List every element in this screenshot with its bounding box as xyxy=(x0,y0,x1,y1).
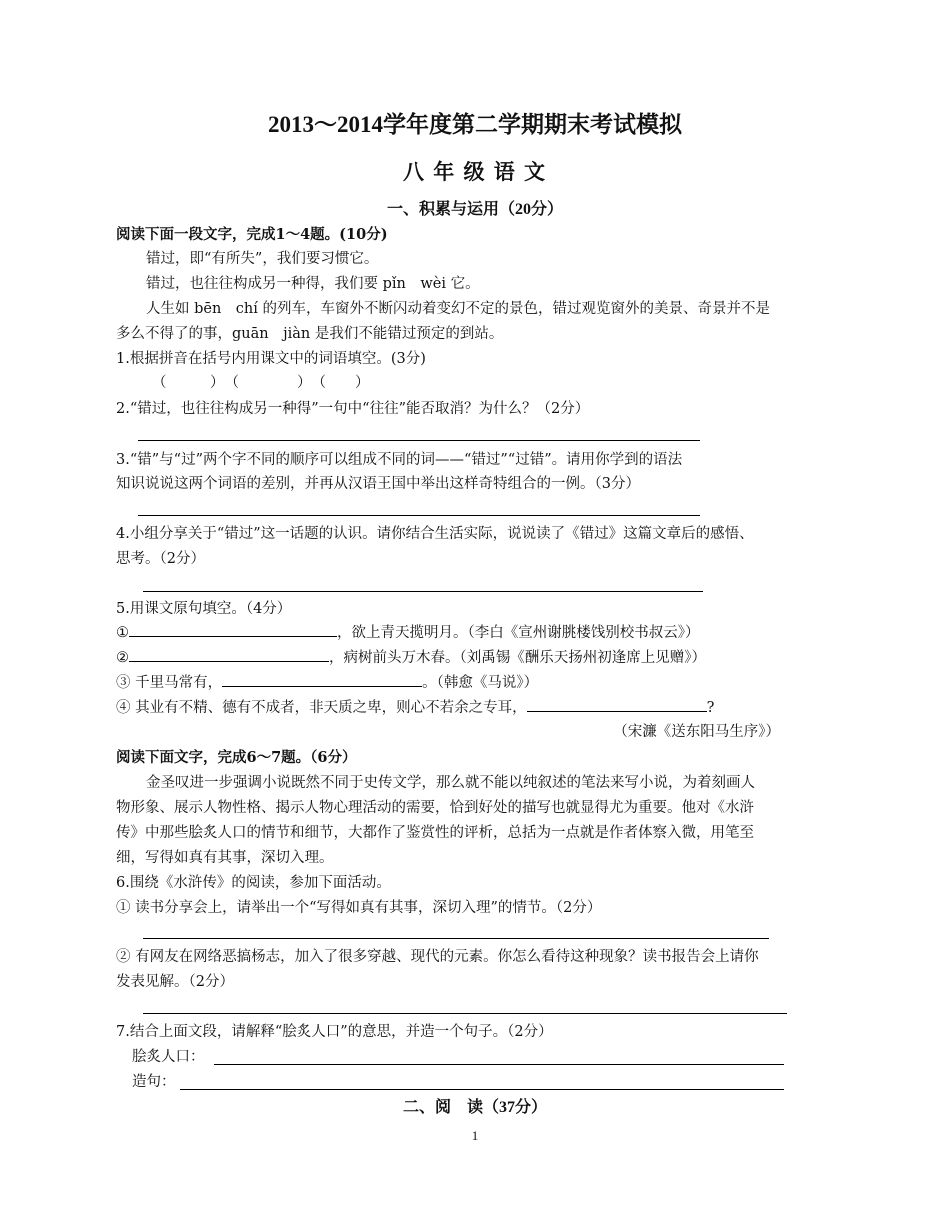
passage-line: 物形象、展示人物性格、揭示人物心理活动的需要，恰到好处的描写也就显得尤为重要。他对《水浒 xyxy=(116,800,754,816)
question-7-answer-a-label: 脍炙人口： xyxy=(132,1049,205,1065)
answer-line[interactable] xyxy=(138,440,700,441)
question-5-source: （宋濂《送东阳马生序》） xyxy=(613,724,780,740)
question-6-item-1: ① 读书分享会上，请举出一个“写得如真有其事，深切入理”的情节。（2分） xyxy=(116,900,602,916)
item-text: ，病树前头万木春。（刘禹锡《酬乐天扬州初逢席上见赠》） xyxy=(329,650,706,666)
fill-blank[interactable] xyxy=(129,622,337,637)
fill-blank[interactable] xyxy=(527,697,707,712)
question-6-item-2: 发表见解。（2分） xyxy=(116,974,234,990)
exam-title: 2013～2014学年度第二学期期末考试模拟 xyxy=(268,112,682,137)
question-3: 知识说说这两个词语的差别，并再从汉语王国中举出这样奇特组合的一例。（3分） xyxy=(116,476,640,492)
question-1-brackets[interactable]: （ ） （ ） （ ） xyxy=(152,375,370,391)
question-6: 6.围绕《水浒传》的阅读，参加下面活动。 xyxy=(116,875,391,891)
question-5-item-4 xyxy=(116,696,714,720)
passage-line: 错过，也往往构成另一种得，我们要 pǐn wèi 它。 xyxy=(146,276,480,292)
question-7-answer-b-label: 造句： xyxy=(132,1074,176,1090)
question-3: 3.“错”与“过”两个字不同的顺序可以组成不同的词——“错过”“过错”。请用你学到的语法 xyxy=(116,452,683,468)
question-1: 1.根据拼音在括号内用课文中的词语填空。(3分) xyxy=(116,351,426,367)
exam-subtitle: 八 年 级 语 文 xyxy=(403,160,547,184)
section-heading-2: 二、阅 读（37分） xyxy=(402,1099,547,1116)
fill-blank[interactable] xyxy=(129,647,329,662)
question-6-item-2: ② 有网友在网络恶搞杨志，加入了很多穿越、现代的元素。你怎么看待这种现象？读书报告会上请你 xyxy=(116,949,759,965)
item-text: ，欲上青天揽明月。（李白《宣州谢朓楼饯别校书叔云》） xyxy=(337,625,700,641)
item-marker: ① xyxy=(116,625,129,641)
answer-line[interactable] xyxy=(138,515,700,516)
passage-line: 细，写得如真有其事，深切入理。 xyxy=(116,850,334,866)
answer-line[interactable] xyxy=(180,1089,784,1090)
item-text: ④ 其业有不精、德有不成者，非天质之卑，则心不若余之专耳， xyxy=(116,700,527,716)
question-5-item-2 xyxy=(116,646,706,670)
answer-line[interactable] xyxy=(143,938,769,939)
question-4: 思考。（2分） xyxy=(116,551,205,567)
section-heading-1: 一、积累与运用（20分） xyxy=(386,201,563,218)
answer-line[interactable] xyxy=(143,1013,787,1014)
reading-instruction-2: 阅读下面文字，完成6～7题。（6分） xyxy=(116,749,357,766)
item-text: 。（韩愈《马说》） xyxy=(422,675,539,691)
question-5: 5.用课文原句填空。（4分） xyxy=(116,601,292,617)
passage-line: 金圣叹进一步强调小说既然不同于史传文学，那么就不能以纯叙述的笔法来写小说，为着刻画人 xyxy=(146,775,755,791)
reading-instruction-1: 阅读下面一段文字，完成1～4题。(10分) xyxy=(116,226,388,243)
item-marker: ② xyxy=(116,650,129,666)
question-2: 2.“错过，也往往构成另一种得”一句中“往往”能否取消？为什么？（2分） xyxy=(116,401,590,417)
item-text: ③ 千里马常有， xyxy=(116,675,223,691)
question-5-item-3 xyxy=(116,671,538,695)
question-5-item-1 xyxy=(116,621,700,645)
fill-blank[interactable] xyxy=(222,672,422,687)
passage-line: 多么不得了的事，guān jiàn 是我们不能错过预定的到站。 xyxy=(116,326,504,342)
answer-line[interactable] xyxy=(214,1064,784,1065)
passage-line: 错过，即“有所失”，我们要习惯它。 xyxy=(146,251,379,267)
passage-line: 人生如 bēn chí 的列车，车窗外不断闪动着变幻不定的景色，错过观览窗外的美景、奇景并不是 xyxy=(146,301,771,317)
passage-line: 传》中那些脍炙人口的情节和细节，大都作了鉴赏性的评析，总括为一点就是作者体察入微，用笔至 xyxy=(116,825,754,841)
page-number: 1 xyxy=(471,1128,479,1143)
question-7: 7.结合上面文段，请解释“脍炙人口”的意思，并造一个句子。（2分） xyxy=(116,1024,553,1040)
question-4: 4.小组分享关于“错过”这一话题的认识。请你结合生活实际，说说读了《错过》这篇文章后的感悟、 xyxy=(116,526,754,542)
item-text: ? xyxy=(706,700,715,716)
answer-line[interactable] xyxy=(143,591,703,592)
